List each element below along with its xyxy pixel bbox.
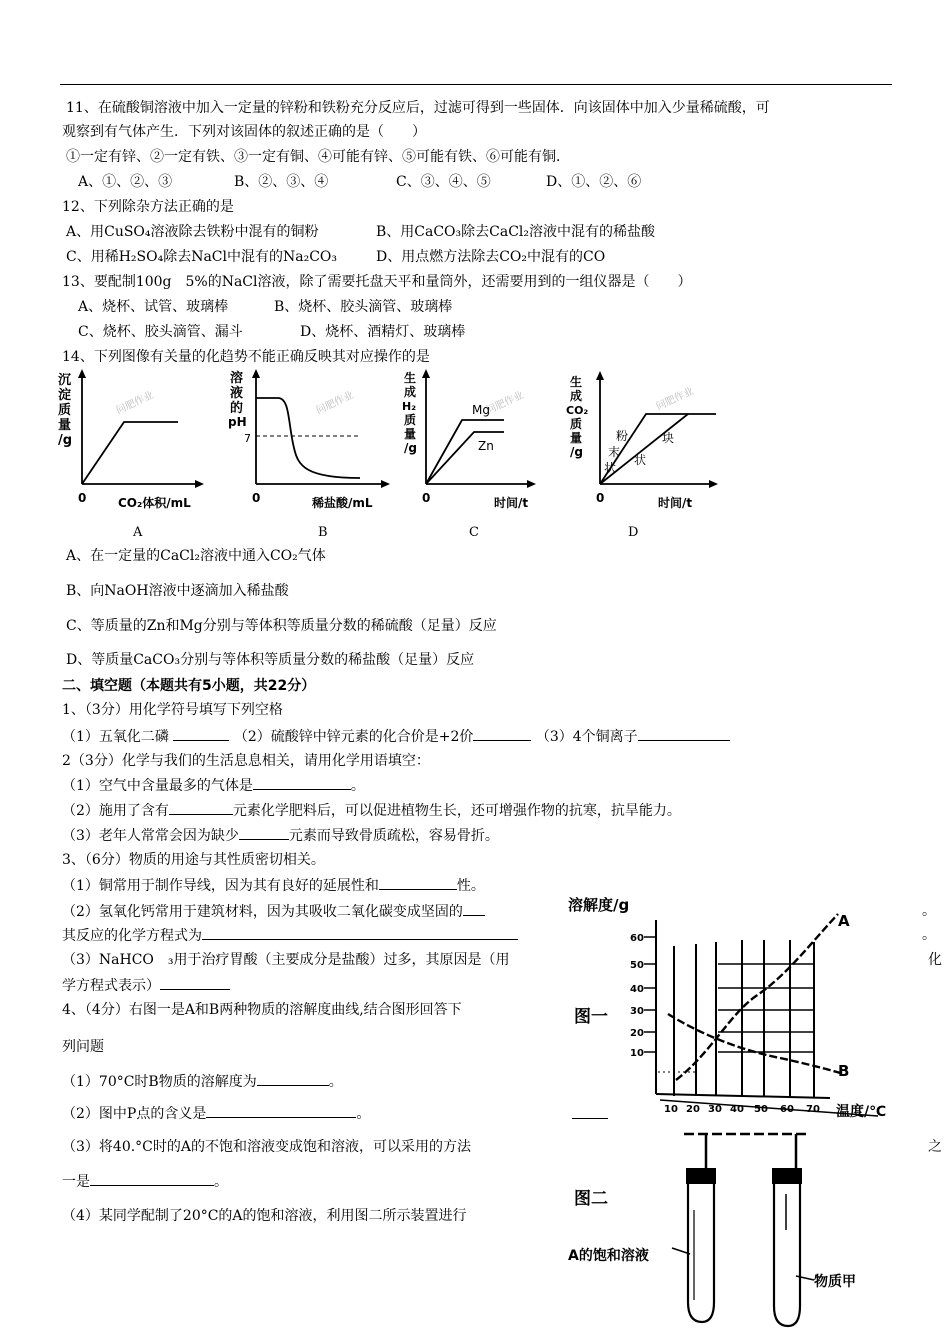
q13-option-b: B、烧杯、胶头滴管、玻璃棒 bbox=[274, 299, 453, 315]
fig2-right-label: 物质甲 bbox=[814, 1274, 856, 1290]
fig1-xtick-60: 60 bbox=[780, 1104, 794, 1115]
graph-c-xlabel: 时间/t bbox=[494, 496, 529, 510]
graph-d-caption: D bbox=[628, 525, 639, 540]
graph-c-ylabel-6: /g bbox=[404, 441, 417, 455]
fig1-label-b: B bbox=[838, 1062, 850, 1080]
fig1-xtick-40: 40 bbox=[730, 1104, 744, 1115]
graph-c-ylabel-2: 成 bbox=[404, 385, 417, 399]
f2-line-1-end: 。 bbox=[350, 778, 365, 794]
q13-option-d: D、烧杯、酒精灯、玻璃棒 bbox=[300, 324, 466, 340]
f3-line-4: （3）NaHCO ₃用于治疗胃酸（主要成分是盐酸）过多，其原因是（用 bbox=[62, 952, 510, 968]
graph-c-label-zn: Zn bbox=[478, 439, 494, 453]
f4-line-3-end: 之 bbox=[928, 1139, 942, 1155]
graph-a-caption: A bbox=[133, 525, 143, 540]
graph-a-ylabel-2: 淀 bbox=[58, 388, 72, 403]
fig1-ytick-30: 30 bbox=[630, 1006, 644, 1017]
graph-d-xlabel: 时间/t bbox=[658, 496, 693, 510]
fig2-left-label: A的饱和溶液 bbox=[568, 1248, 649, 1264]
f3-line-1-a: （1）铜常用于制作导线，因为其有良好的延展性和 bbox=[62, 878, 379, 894]
figure-1-solubility bbox=[560, 884, 922, 1126]
f3-line-5 bbox=[62, 975, 230, 996]
f4-line-4-a: 一是 bbox=[62, 1174, 90, 1190]
graph-a-ylabel-4: 量 bbox=[58, 418, 72, 433]
top-rule bbox=[60, 84, 892, 85]
f1-part-3: （3）4个铜离子 bbox=[535, 729, 638, 745]
q14-option-a: A、在一定量的CaCl₂溶液中通入CO₂气体 bbox=[66, 548, 326, 564]
f1-stem: 1、（3分）用化学符号填写下列空格 bbox=[62, 702, 283, 718]
fig1-ytick-20: 20 bbox=[630, 1028, 644, 1039]
fig2-left-test-tube bbox=[688, 1184, 714, 1322]
graph-d-label-powder-3: 状 bbox=[604, 461, 617, 475]
graph-c-x-arrow bbox=[527, 480, 536, 488]
graph-d-watermark: 问肥作业 bbox=[654, 385, 696, 413]
q14-option-c: C、等质量的Zn和Mg分别与等体积等质量分数的稀硫酸（足量）反应 bbox=[66, 618, 497, 634]
fig2-label: 图二 bbox=[574, 1189, 608, 1209]
graph-b-xlabel: 稀盐酸/mL bbox=[312, 496, 373, 510]
q11-items: ①一定有锌、②一定有铁、③一定有铜、④可能有锌、⑤可能有铁、⑥可能有铜． bbox=[66, 149, 570, 165]
f4-line-2 bbox=[62, 1103, 370, 1124]
graph-b-x-arrow bbox=[381, 480, 390, 488]
f1-blank-3[interactable] bbox=[638, 726, 730, 741]
f3-line-2 bbox=[62, 901, 485, 922]
figure-2-apparatus bbox=[560, 1130, 922, 1340]
f2-line-3 bbox=[62, 825, 499, 846]
f2-blank-1[interactable] bbox=[253, 775, 351, 790]
f2-blank-3[interactable] bbox=[239, 825, 289, 840]
graph-d-label-powder-1: 粉 bbox=[616, 429, 629, 443]
q12-option-b: B、用CaCO₃除去CaCl₂溶液中混有的稀盐酸 bbox=[376, 224, 656, 240]
graph-b-watermark: 问肥作业 bbox=[314, 389, 356, 417]
f1-part-1: （1）五氧化二磷 bbox=[62, 729, 169, 745]
fig1-xtick-10: 10 bbox=[664, 1104, 678, 1115]
f3-line-3-text: 其反应的化学方程式为 bbox=[62, 928, 202, 944]
f3-line-2-end: 。 bbox=[922, 903, 936, 919]
f2-line-2-b: 元素化学肥料后，可以促进植物生长，还可增强作物的抗寒，抗旱能力。 bbox=[232, 803, 681, 819]
f3-line-4-end: 化 bbox=[928, 952, 942, 968]
f4-line-2-b: 。 bbox=[356, 1106, 371, 1122]
graph-a-watermark: 问肥作业 bbox=[114, 389, 156, 417]
graph-d-label-lump-2: 状 bbox=[634, 453, 647, 467]
graph-c-ylabel-1: 生 bbox=[404, 371, 417, 385]
graph-b-seven: 7 bbox=[244, 432, 251, 445]
q14-option-d: D、等质量CaCO₃分别与等体积等质量分数的稀盐酸（足量）反应 bbox=[66, 652, 475, 668]
q11-stem-1: 11、在硫酸铜溶液中加入一定量的锌粉和铁粉充分反应后，过滤可得到一些固体．向该固体中加入少量稀硫酸，可 bbox=[66, 100, 770, 116]
f2-line-3-a: （3）老年人常常会因为缺少 bbox=[62, 828, 239, 844]
graph-d-origin: 0 bbox=[596, 491, 605, 505]
graph-c-caption: C bbox=[469, 525, 479, 540]
graph-d bbox=[566, 366, 726, 516]
f3-blank-1[interactable] bbox=[379, 875, 457, 890]
fig1-ytick-60: 60 bbox=[630, 933, 644, 944]
f4-line-4 bbox=[62, 1171, 228, 1192]
q14-option-b: B、向NaOH溶液中逐滴加入稀盐酸 bbox=[66, 583, 289, 599]
graph-c bbox=[400, 366, 540, 516]
graph-d-ylabel-6: /g bbox=[570, 445, 583, 459]
f3-line-5-text: 学方程式表示） bbox=[62, 978, 160, 994]
graph-a-ylabel-5: /g bbox=[58, 433, 73, 448]
graph-c-origin: 0 bbox=[422, 491, 431, 505]
fig1-ytick-10: 10 bbox=[630, 1048, 644, 1059]
graph-a bbox=[56, 366, 206, 516]
f3-line-2-text: （2）氢氧化钙常用于建筑材料，因为其吸收二氧化碳变成坚固的 bbox=[62, 904, 463, 920]
f4-line-1 bbox=[62, 1071, 343, 1092]
graph-b-ylabel-2: 液 bbox=[230, 386, 244, 401]
fig1-xlabel: 温度/℃ bbox=[836, 1104, 887, 1120]
graph-a-curve bbox=[82, 422, 178, 484]
q13-option-a: A、烧杯、试管、玻璃棒 bbox=[78, 299, 229, 315]
q11-option-a: A、①、②、③ bbox=[78, 174, 173, 190]
graph-a-ylabel-1: 沉 bbox=[58, 373, 72, 388]
q11-option-b: B、②、③、④ bbox=[234, 174, 329, 190]
graph-c-y-arrow bbox=[422, 369, 430, 378]
graph-c-watermark: 问肥作业 bbox=[484, 389, 526, 417]
f3-line-1-b: 性。 bbox=[456, 878, 485, 894]
graph-d-y-arrow bbox=[596, 371, 604, 380]
f3-blank-4[interactable] bbox=[160, 975, 230, 990]
fig2-right-test-tube bbox=[774, 1184, 800, 1326]
graph-b-ylabel-1: 溶 bbox=[230, 371, 244, 386]
f3-stem: 3、（6分）物质的用途与其性质密切相关。 bbox=[62, 852, 325, 868]
f4-blank-3[interactable] bbox=[90, 1171, 214, 1186]
fig1-xtick-50: 50 bbox=[754, 1104, 768, 1115]
graph-a-x-arrow bbox=[195, 480, 204, 488]
graph-d-ylabel-1: 生 bbox=[570, 375, 583, 389]
f1-line bbox=[62, 726, 730, 747]
f4-line-1-a: （1）70°C时B物质的溶解度为 bbox=[62, 1074, 257, 1090]
graph-c-ylabel-3: H₂ bbox=[402, 400, 417, 413]
graph-a-ylabel-3: 质 bbox=[58, 403, 72, 418]
fig2-right-stopper bbox=[772, 1168, 802, 1184]
q12-option-c: C、用稀H₂SO₄除去NaCl中混有的Na₂CO₃ bbox=[66, 249, 338, 265]
graph-b-curve bbox=[256, 398, 360, 478]
graph-d-ylabel-5: 量 bbox=[570, 431, 583, 445]
q12-stem: 12、下列除杂方法正确的是 bbox=[62, 199, 234, 215]
f4-line-3: （3）将40.°C时的A的不饱和溶液变成饱和溶液，可以采用的方法 bbox=[62, 1139, 471, 1155]
fig1-ylabel: 溶解度/g bbox=[568, 896, 630, 914]
f3-line-3 bbox=[62, 925, 518, 946]
fig1-xtick-20: 20 bbox=[686, 1104, 700, 1115]
f3-line-1 bbox=[62, 875, 485, 896]
f2-line-2-a: （2）施用了含有 bbox=[62, 803, 169, 819]
graph-b bbox=[226, 366, 396, 516]
fig1-label-a: A bbox=[838, 912, 850, 930]
fig2-left-stopper bbox=[686, 1168, 716, 1184]
graph-d-label-lump-1: 块 bbox=[662, 431, 675, 445]
f4-stem-1: 4、（4分）右图一是A和B两种物质的溶解度曲线,结合图形回答下 bbox=[62, 1002, 462, 1018]
graph-b-ylabel-4: pH bbox=[228, 415, 247, 429]
graph-c-label-mg: Mg bbox=[472, 403, 490, 417]
graph-d-ylabel-4: 质 bbox=[570, 417, 583, 431]
f2-line-1-text: （1）空气中含量最多的气体是 bbox=[62, 778, 253, 794]
fig1-label: 图一 bbox=[574, 1007, 608, 1027]
q13-option-c: C、烧杯、胶头滴管、漏斗 bbox=[78, 324, 243, 340]
graph-a-xlabel: CO₂体积/mL bbox=[118, 496, 191, 510]
f1-blank-2[interactable] bbox=[473, 726, 531, 741]
q12-option-d: D、用点燃方法除去CO₂中混有的CO bbox=[376, 249, 606, 265]
f4-line-4-b: 。 bbox=[214, 1174, 228, 1190]
graph-c-ylabel-5: 量 bbox=[404, 427, 417, 441]
fig1-ytick-40: 40 bbox=[630, 984, 644, 995]
f3-blank-2[interactable] bbox=[463, 901, 485, 916]
f2-stem: 2（3分）化学与我们的生活息息相关，请用化学用语填空： bbox=[62, 753, 430, 769]
fig2-right-pointer bbox=[796, 1276, 814, 1280]
graph-d-label-powder-2: 末 bbox=[608, 445, 621, 459]
f2-line-3-b: 元素而导致骨质疏松，容易骨折。 bbox=[288, 828, 499, 844]
section-2-heading: 二、填空题（本题共有5小题，共22分） bbox=[62, 678, 316, 694]
f4-blank-1[interactable] bbox=[257, 1071, 329, 1086]
q14-stem: 14、下列图像有关量的化趋势不能正确反映其对应操作的是 bbox=[62, 349, 430, 365]
graph-d-ylabel-3: CO₂ bbox=[566, 404, 589, 417]
f4-stem-2: 列问题 bbox=[62, 1039, 104, 1055]
graph-a-y-arrow bbox=[78, 369, 86, 378]
graph-b-origin: 0 bbox=[252, 491, 261, 505]
graph-d-x-arrow bbox=[709, 480, 718, 488]
graph-c-ylabel-4: 质 bbox=[404, 413, 417, 427]
f3-line-3-end: 。 bbox=[922, 927, 936, 943]
fig1-ytick-50: 50 bbox=[630, 960, 644, 971]
fig1-underline bbox=[572, 1118, 608, 1119]
q13-stem: 13、要配制100g 5%的NaCl溶液，除了需要托盘天平和量筒外，还需要用到的一组仪器是（ ） bbox=[62, 274, 692, 290]
f2-line-1 bbox=[62, 775, 365, 796]
graph-b-y-arrow bbox=[252, 369, 260, 378]
f4-line-2-a: （2）图中P点的含义是 bbox=[62, 1106, 207, 1122]
graph-b-caption: B bbox=[318, 525, 328, 540]
q12-option-a: A、用CuSO₄溶液除去铁粉中混有的铜粉 bbox=[66, 224, 319, 240]
f3-blank-3[interactable] bbox=[202, 925, 518, 940]
q11-stem-2: 观察到有气体产生．下列对该固体的叙述正确的是（ ） bbox=[62, 124, 426, 140]
f1-part-2: （2）硫酸锌中锌元素的化合价是+2价 bbox=[233, 729, 474, 745]
f4-blank-2[interactable] bbox=[206, 1103, 356, 1118]
graph-a-origin: 0 bbox=[78, 491, 87, 505]
graph-d-ylabel-2: 成 bbox=[570, 389, 583, 403]
q11-option-d: D、①、②、⑥ bbox=[546, 174, 642, 190]
f2-blank-2[interactable] bbox=[169, 800, 233, 815]
graph-b-ylabel-3: 的 bbox=[230, 401, 244, 416]
fig1-xtick-70: 70 bbox=[806, 1104, 820, 1115]
fig1-xtick-30: 30 bbox=[708, 1104, 722, 1115]
f2-line-2 bbox=[62, 800, 681, 821]
f4-line-5: （4）某同学配制了20°C的A的饱和溶液，利用图二所示装置进行 bbox=[62, 1208, 467, 1224]
f4-line-1-b: 。 bbox=[328, 1074, 343, 1090]
f1-blank-1[interactable] bbox=[173, 726, 229, 741]
q11-option-c: C、③、④、⑤ bbox=[396, 174, 491, 190]
